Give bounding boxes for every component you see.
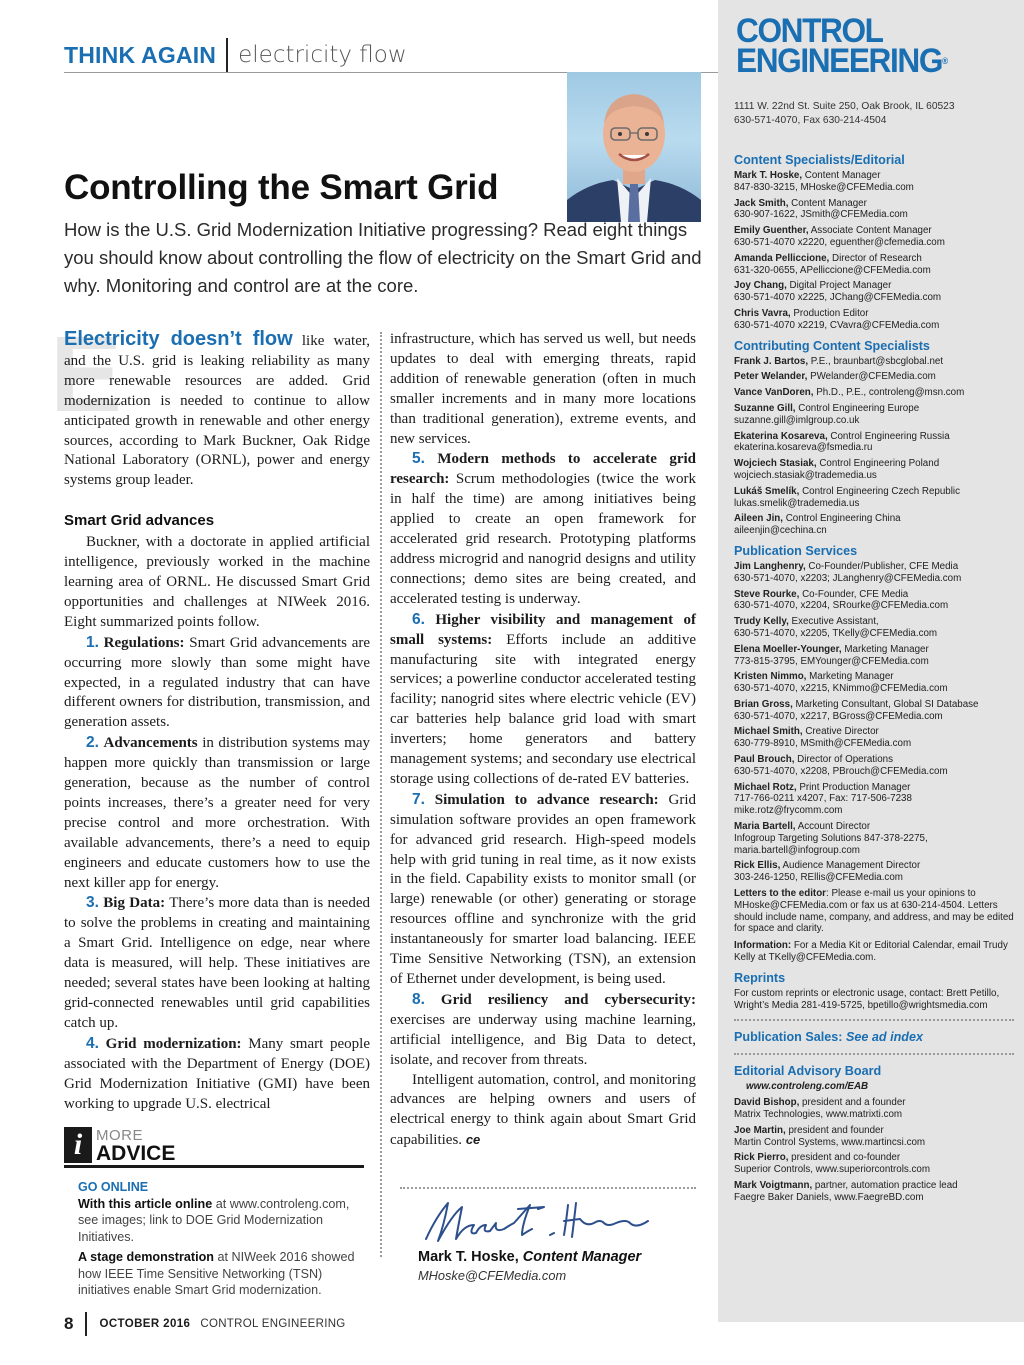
advisory-board-url[interactable]: www.controleng.com/EAB: [746, 1081, 869, 1093]
staff-entry: Jim Langhenry, Co-Founder/Publisher, CFE Media 630-571-4070, x2203; JLanghenry@CFEMedia.com: [734, 560, 962, 584]
staff-name: Suzanne Gill,: [734, 402, 796, 414]
masthead-address: 1111 W. 22nd St. Suite 250, Oak Brook, IL 60523 630-571-4070, Fax 630-214-4504: [734, 101, 955, 126]
kicker-section: THINK AGAIN: [64, 41, 217, 68]
staff-name: Jim Langhenry,: [734, 560, 806, 572]
staff-entry: Rick Ellis, Audience Management Director 303-246-1250, REllis@CFEMedia.com: [734, 860, 921, 884]
masthead-section-heading: Contributing Content Specialists: [734, 338, 930, 353]
staff-entry: Elena Moeller-Younger, Marketing Manager 773-815-3795, EMYounger@CFEMedia.com: [734, 643, 929, 667]
author-photo: [567, 72, 701, 222]
staff-entry: Paul Brouch, Director of Operations 630-571-4070, x2208, PBrouch@CFEMedia.com: [734, 754, 948, 777]
advisory-board-heading: Editorial Advisory Board: [734, 1064, 882, 1079]
staff-entry: Emily Guenther, Associate Content Manager 630-571-4070 x2220, eguenther@cfemedia.com: [734, 225, 945, 248]
sidebar-rule: [734, 1019, 1014, 1021]
staff-name: Paul Brouch,: [734, 754, 795, 766]
intro-paragraph: Buckner, with a doctorate in applied artificial intelligence, previously worked in the machine learning area of ORNL. He discussed Smart Grid opportunities and challenges at NIWeek 2016. Eight summarized points follow.: [64, 534, 370, 630]
staff-name: Joy Chang,: [734, 280, 787, 292]
article-headline: Controlling the Smart Grid: [64, 168, 499, 207]
staff-name: Brian Gross,: [734, 698, 793, 710]
board-member-name: Joe Martin,: [734, 1124, 786, 1136]
board-member-name: David Bishop,: [734, 1097, 800, 1109]
staff-entry: Peter Welander, PWelander@CFEMedia.com: [734, 371, 936, 383]
staff-entry: Mark T. Hoske, Content Manager 847-830-3215, MHoske@CFEMedia.com: [734, 170, 914, 193]
closing-paragraph: Intelligent automation, control, and monitoring advances are helping owners and users of electrical energy to think again about Smart Grid capabilities. ce: [390, 1071, 696, 1149]
point-1: 1. Regulations: Smart Grid advancements are occurring more slowly than some might have expected, in a regulated industry that can have different owners for distribution, transmission, and generation assets.: [64, 633, 370, 731]
staff-entry: Aileen Jin, Control Engineering China aileenjin@cechina.cn: [734, 513, 901, 537]
staff-entry: Michael Smith, Creative Director 630-779-8910, MSmith@CFEMedia.com: [734, 726, 912, 750]
staff-name: Trudy Kelly,: [734, 616, 789, 628]
staff-entry: Brian Gross, Marketing Consultant, Global SI Database 630-571-4070, x2217, BGross@CFEMedia.com: [734, 698, 979, 722]
board-member: Joe Martin, president and founder Martin Control Systems, www.martincsi.com: [734, 1124, 926, 1148]
staff-name: Vance VanDoren,: [734, 387, 814, 399]
letters-note: Letters to the editor: Please e-mail us your opinions to MHoske@CFEMedia.com or fax us at 630-214-4504. Letters should include name, company, and address, and may be edited for space and clarity.: [734, 888, 1014, 935]
publication-name: CONTROL ENGINEERING: [200, 1318, 346, 1330]
staff-entry: Wojciech Stasiak, Control Engineering Poland wojciech.stasiak@trademedia.us: [734, 458, 940, 481]
reprints-heading: Reprints: [734, 970, 786, 985]
point-4-start: 4. Grid modernization: Many smart people associated with the Department of Energy (DOE) Grid Modernization Initiative (GMI) have been working to upgrade U.S. electrical: [64, 1034, 370, 1112]
point-3: 3. Big Data: There’s more data than is needed to solve the problems in creating and maintaining a Smart Grid. Intelligence on edge, near where data is measured, will help. These initiatives are needed; several states have been looking at halting grid-connected renewables until grid capabilities catch up.: [64, 894, 370, 1031]
advice-title: ADVICE: [96, 1142, 176, 1165]
drop-cap: E: [50, 313, 123, 434]
section-kicker: [64, 38, 407, 72]
staff-entry: Vance VanDoren, Ph.D., P.E., controleng@msn.com: [734, 387, 965, 399]
point-8: 8. Grid resiliency and cybersecurity: exercises are underway using machine learning, artificial intelligence, and Big Data to detect, isolate, and recover from threats.: [390, 990, 696, 1068]
lead-phrase: Electricity doesn’t flow: [64, 328, 293, 350]
lead-paragraph: Electricity doesn’t flow like water, and the U.S. grid is leaking reliability as many more renewable resources are added. Grid modernization is needed to continue to allow anticipated growth in renewable and other energy sources, according to Mark Buckner, Oak Ridge National Laboratory (ORNL), power and energy systems group leader.: [64, 328, 370, 489]
article-deck: How is the U.S. Grid Modernization Initiative progressing? Read eight things you should know about controlling the flow of electricity on the Smart Grid and why. Monitoring and control are at the core.: [64, 219, 702, 296]
page-footer: [64, 1312, 346, 1336]
information-label: Information:: [734, 940, 792, 952]
author-name: Mark T. Hoske, Content Manager: [418, 1249, 642, 1265]
staff-entry: Michael Rotz, Print Production Manager 717-766-0211 x4207, Fax: 717-506-7238 mike.rotz@frycomm.com: [734, 781, 912, 817]
staff-entry: Kristen Nimmo, Marketing Manager 630-571-4070, x2215, KNimmo@CFEMedia.com: [734, 671, 948, 695]
advice-body: [78, 1179, 368, 1303]
board-member: Mark Voigtmann, partner, automation practice lead Faegre Baker Daniels, www.FaegreBD.com: [734, 1180, 958, 1203]
point-4-continued: infrastructure, which has served us well, but needs updates to deal with emerging threats, rapid addition of renewable generation (often in much smaller increments and in many more locations than traditional generation), extreme events, and new services.: [390, 331, 696, 447]
staff-name: Jack Smith,: [734, 197, 789, 209]
control-engineering-logo: CONTROL ENGINEERING®: [736, 12, 949, 80]
reprints-text: For custom reprints or electronic usage, contact: Brett Petillo, Wright’s Media 281-419-5725, bpetillo@wrightsmedia.com: [734, 987, 1000, 1011]
info-icon: i: [64, 1127, 92, 1163]
kicker-divider: [226, 38, 228, 72]
information-note: Information: For a Media Kit or Editorial Calendar, email Trudy Kelly at TKelly@CFEMedia.com.: [734, 940, 1008, 964]
advice-more-label: MORE: [96, 1127, 143, 1144]
staff-name: Frank J. Bartos,: [734, 355, 809, 367]
staff-name: Michael Smith,: [734, 726, 803, 738]
staff-entry: Jack Smith, Content Manager 630-907-1622, JSmith@CFEMedia.com: [734, 197, 908, 221]
go-online-label: GO ONLINE: [78, 1180, 149, 1194]
board-member: David Bishop, president and a founder Matrix Technologies, www.matrixti.com: [734, 1097, 906, 1121]
column-divider: [380, 332, 382, 1257]
publication-sales-heading: Publication Sales: See ad index: [734, 1030, 923, 1045]
staff-entry: Joy Chang, Digital Project Manager 630-571-4070 x2225, JChang@CFEMedia.com: [734, 280, 942, 304]
staff-entry: Amanda Pelliccione, Director of Research 631-320-0655, APelliccione@CFEMedia.com: [734, 252, 931, 276]
staff-name: Lukáš Smelík,: [734, 485, 800, 497]
staff-name: Mark T. Hoske,: [734, 170, 803, 181]
advice-item-demo: A stage demonstration at NIWeek 2016 showed how IEEE Time Sensitive Networking (TSN) initiatives enable Smart Grid modernization.: [78, 1250, 355, 1297]
staff-entry: Maria Bartell, Account Director Infogroup Targeting Solutions 847-378-2275, maria.bartell@infogroup.com: [734, 821, 928, 856]
staff-name: Michael Rotz,: [734, 781, 797, 793]
staff-name: Ekaterina Kosareva,: [734, 430, 828, 442]
author-email[interactable]: MHoske@CFEMedia.com: [418, 1268, 567, 1283]
staff-name: Chris Vavra,: [734, 307, 791, 319]
ad-index-link[interactable]: See ad index: [845, 1030, 923, 1045]
footer-divider: [85, 1312, 87, 1336]
staff-entry: Lukáš Smelík, Control Engineering Czech Republic lukas.smelik@trademedia.us: [734, 485, 961, 509]
masthead-listing: [734, 152, 1014, 1208]
staff-name: Steve Rourke,: [734, 588, 800, 600]
staff-entry: Suzanne Gill, Control Engineering Europe suzanne.gill@imlgroup.co.uk: [734, 402, 920, 426]
point-6: 6. Higher visibility and management of small systems: Efforts include an additive manufacturing site with integrated energy services; a powerline conductor accelerated testing facility; nanogrid sites where electric vehicle (EV) car batteries help balance grid load with smart inverters; home generators and battery management systems; and secondary use electrical storage using collections of de-rated EV batteries.: [390, 610, 696, 787]
issue-date: OCTOBER 2016: [99, 1318, 191, 1330]
staff-name: Aileen Jin,: [734, 513, 783, 525]
more-advice-box: [64, 1127, 364, 1297]
board-member-name: Rick Pierro,: [734, 1152, 789, 1164]
staff-name: Rick Ellis,: [734, 860, 781, 872]
point-5: 5. Modern methods to accelerate grid research: Scrum methodologies (twice the work in half the time) are among initiatives being applied to create an open framework for accelerated grid research. Prototyping platforms address microgrid and nanogrid designs and utility connections; demo sites are being created, and accelerated testing is underway.: [390, 450, 696, 607]
advice-item-online[interactable]: With this article online at www.controleng.com, see images; link to DOE Grid Modernization Initiatives.: [78, 1196, 350, 1244]
subhead: Smart Grid advances: [64, 512, 215, 530]
staff-name: Wojciech Stasiak,: [734, 458, 817, 470]
staff-entry: Frank J. Bartos, P.E., braunbart@sbcglobal.net: [734, 355, 944, 367]
article-column-left: [64, 330, 370, 1114]
point-2: 2. Advancements in distribution systems may happen more quickly than transmission or large generation, because as the number of control points increases, there’s a greater need for very precise control and more orchestration. With available advancements, there’s a need to equip engineers and educate customers how to use the next killer app for energy.: [64, 734, 370, 891]
staff-name: Elena Moeller-Younger,: [734, 643, 842, 655]
board-member: Rick Pierro, president and co-founder Superior Controls, www.superiorcontrols.com: [734, 1152, 931, 1176]
staff-name: Emily Guenther,: [734, 225, 809, 237]
sidebar-rule: [734, 1053, 1014, 1055]
end-mark: ce: [465, 1132, 481, 1148]
article-column-middle: [390, 330, 696, 1151]
staff-name: Amanda Pelliccione,: [734, 252, 830, 264]
handwritten-signature: [418, 1195, 658, 1247]
page-number: 8: [64, 1314, 74, 1333]
staff-name: Kristen Nimmo,: [734, 671, 807, 683]
letters-label: Letters to the editor: [734, 888, 826, 900]
staff-name: Maria Bartell,: [734, 821, 796, 833]
staff-name: Peter Welander,: [734, 371, 808, 383]
staff-entry: Chris Vavra, Production Editor 630-571-4070 x2219, CVavra@CFEMedia.com: [734, 307, 940, 331]
masthead-section-heading: Publication Services: [734, 543, 858, 558]
kicker-topic: electricity flow: [238, 42, 407, 68]
staff-entry: Ekaterina Kosareva, Control Engineering Russia ekaterina.kosareva@fsmedia.ru: [734, 430, 950, 454]
signature-rule: [400, 1187, 696, 1189]
more-advice-logo: [64, 1127, 364, 1163]
board-member-name: Mark Voigtmann,: [734, 1180, 813, 1191]
staff-entry: Trudy Kelly, Executive Assistant, 630-571-4070, x2205, TKelly@CFEMedia.com: [734, 616, 938, 639]
staff-entry: Steve Rourke, Co-Founder, CFE Media 630-571-4070, x2204, SRourke@CFEMedia.com: [734, 588, 949, 612]
point-7: 7. Simulation to advance research: Grid simulation software provides an open framework for advanced grid research. High-speed models help with grid tuning in real time, as it now exists in the field. Capability exists to monitor small (or large) renewable (or other) generating or storage resources offline and synchronize with the grid instantaneously for smarter load balancing. IEEE Time Sensitive Networking (TSN), an extension of Ethernet under development, is being used.: [390, 790, 697, 987]
masthead-section-heading: Content Specialists/Editorial: [734, 153, 905, 167]
advice-rule: [64, 1165, 364, 1168]
